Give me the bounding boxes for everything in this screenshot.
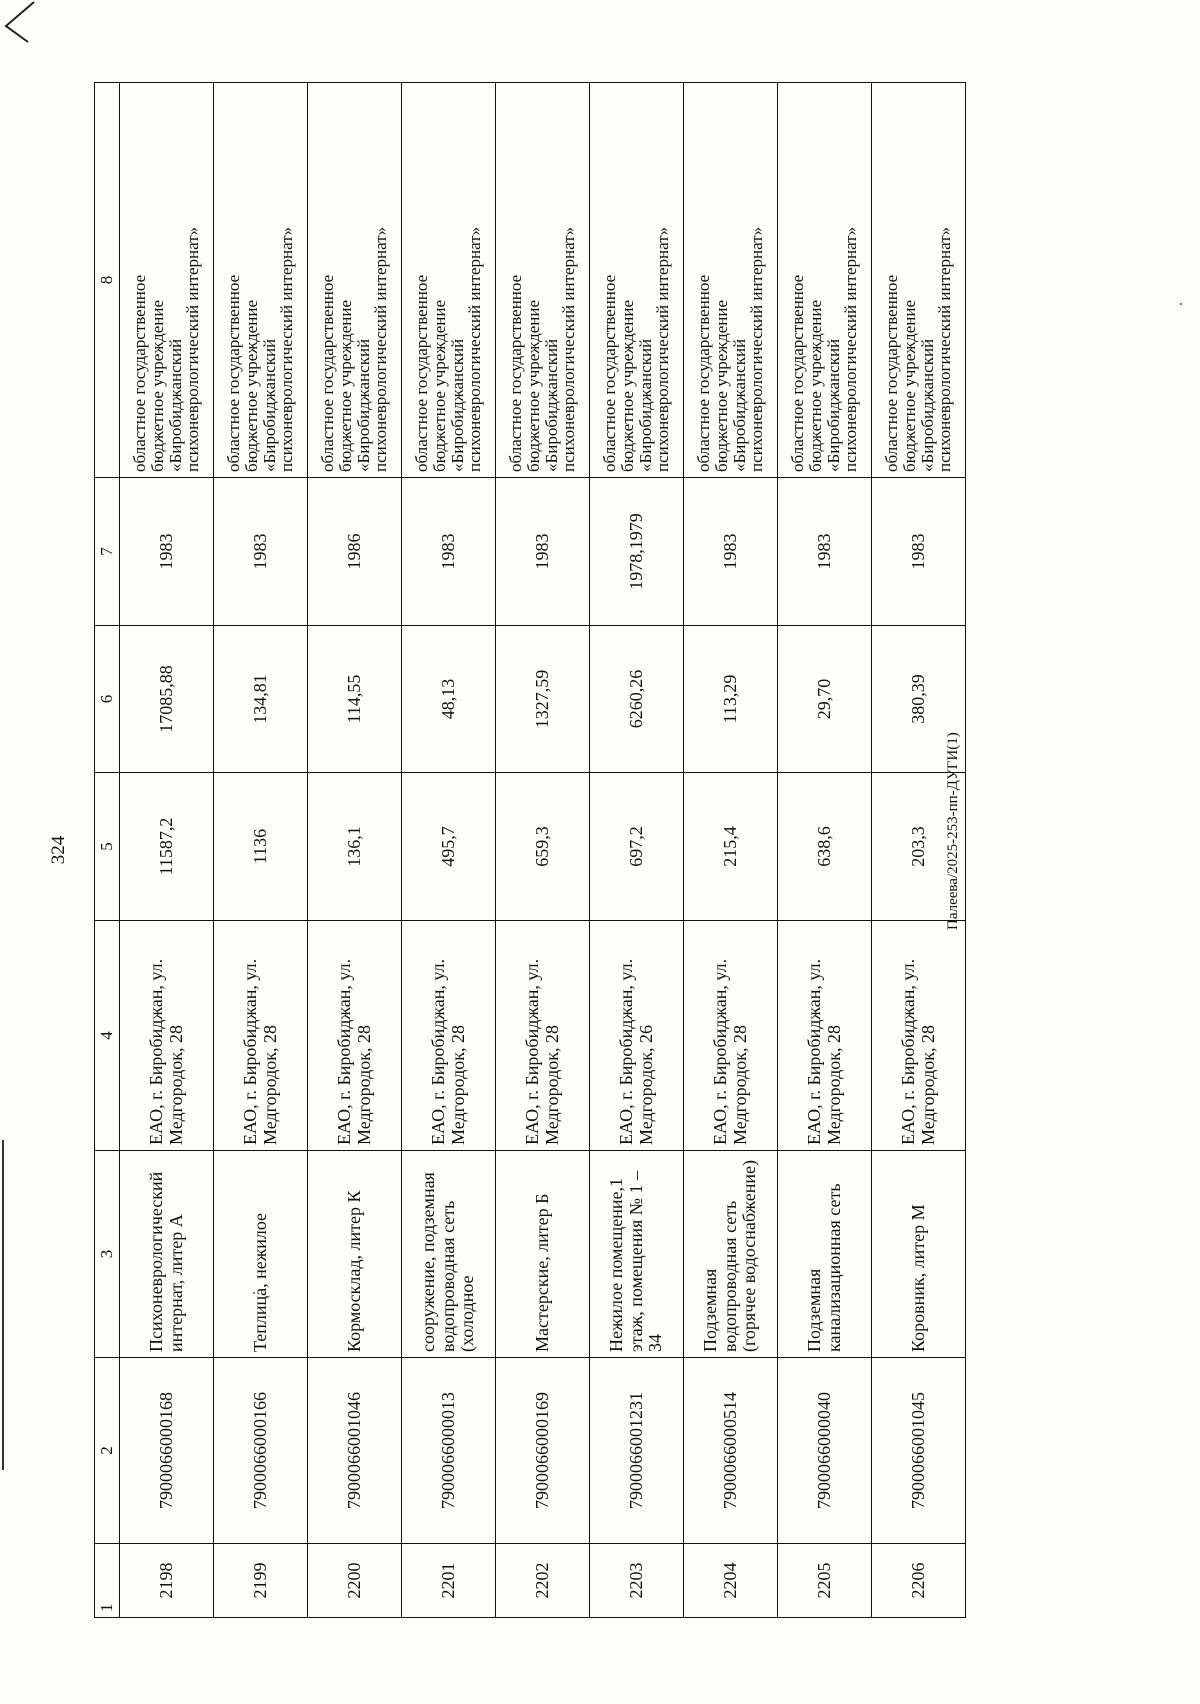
table-row	[778, 83, 872, 1618]
holder-line: бюджетное учреждение	[899, 299, 919, 472]
object-holder	[214, 83, 308, 478]
object-year: 1983	[120, 478, 214, 626]
object-year: 1983	[684, 478, 778, 626]
object-address: ЕАО, г. Биробиджан, ул. Медгородок, 28	[684, 921, 778, 1151]
object-area: 638,6	[778, 773, 872, 921]
object-name: Подземная канализационная сеть	[778, 1151, 872, 1358]
object-area: 203,3	[872, 773, 966, 921]
row-number: 2198	[120, 1544, 214, 1618]
scan-edge-line	[2, 1140, 4, 1470]
object-area: 659,3	[496, 773, 590, 921]
registry-body	[120, 83, 966, 1618]
object-holder	[496, 83, 590, 478]
table-row	[402, 83, 496, 1618]
object-holder	[778, 83, 872, 478]
cadastral-code: 7900066000169	[496, 1358, 590, 1544]
document-code: Палеева/2025-253-пп-ДУГИ(1)	[945, 732, 961, 930]
object-value: 29,70	[778, 626, 872, 773]
row-number: 2203	[590, 1544, 684, 1618]
object-holder	[120, 83, 214, 478]
header-col-2: 2	[95, 1358, 120, 1544]
object-holder	[402, 83, 496, 478]
object-value: 134,81	[214, 626, 308, 773]
registry-table	[94, 82, 966, 1618]
object-holder	[684, 83, 778, 478]
object-address: ЕАО, г. Биробиджан, ул. Медгородок, 28	[402, 921, 496, 1151]
object-address: ЕАО, г. Биробиджан, ул. Медгородок, 28	[120, 921, 214, 1151]
object-name: Мастерские, литер Б	[496, 1151, 590, 1358]
holder-line: бюджетное учреждение	[241, 299, 261, 472]
table-row	[496, 83, 590, 1618]
holder-line: «Биробиджанский	[823, 338, 843, 472]
header-col-7: 7	[95, 478, 120, 626]
holder-line: бюджетное учреждение	[147, 299, 167, 472]
cadastral-code: 7900066000514	[684, 1358, 778, 1544]
holder-line: «Биробиджанский	[917, 338, 937, 472]
object-year: 1978,1979	[590, 478, 684, 626]
row-number: 2205	[778, 1544, 872, 1618]
object-address: ЕАО, г. Биробиджан, ул. Медгородок, 28	[214, 921, 308, 1151]
header-col-1: 1	[95, 1544, 120, 1618]
row-number: 2200	[308, 1544, 402, 1618]
cadastral-code: 7900066000013	[402, 1358, 496, 1544]
object-year: 1986	[308, 478, 402, 626]
object-address: ЕАО, г. Биробиджан, ул. Медгородок, 28	[496, 921, 590, 1151]
object-area: 495,7	[402, 773, 496, 921]
holder-line: бюджетное учреждение	[335, 299, 355, 472]
object-value: 17085,88	[120, 626, 214, 773]
object-holder	[872, 83, 966, 478]
table-row	[214, 83, 308, 1618]
object-area: 136,1	[308, 773, 402, 921]
holder-line: областное государственное	[693, 274, 713, 472]
holder-line: психоневрологический интернат»	[371, 226, 391, 472]
object-value: 48,13	[402, 626, 496, 773]
cadastral-code: 7900066001046	[308, 1358, 402, 1544]
page-number: 324	[48, 835, 69, 865]
holder-line: психоневрологический интернат»	[559, 226, 579, 472]
object-address: ЕАО, г. Биробиджан, ул. Медгородок, 28	[778, 921, 872, 1151]
object-year: 1983	[872, 478, 966, 626]
holder-line: «Биробиджанский	[635, 338, 655, 472]
holder-line: «Биробиджанский	[165, 338, 185, 472]
scan-corner-mark	[0, 0, 40, 45]
table-row	[590, 83, 684, 1618]
holder-line: областное государственное	[505, 274, 525, 472]
object-name: Психоневрологический интернат, литер А	[120, 1151, 214, 1358]
row-number: 2204	[684, 1544, 778, 1618]
holder-line: бюджетное учреждение	[429, 299, 449, 472]
object-address: ЕАО, г. Биробиджан, ул. Медгородок, 26	[590, 921, 684, 1151]
holder-line: областное государственное	[881, 274, 901, 472]
holder-line: бюджетное учреждение	[523, 299, 543, 472]
object-area: 11587,2	[120, 773, 214, 921]
header-col-3: 3	[95, 1151, 120, 1358]
object-name: Подземная водопроводная сеть (горячее водоснабжение)	[684, 1151, 778, 1358]
object-name: сооружение, подземная водопроводная сеть (холодное	[402, 1151, 496, 1358]
object-value: 6260,26	[590, 626, 684, 773]
row-number: 2199	[214, 1544, 308, 1618]
table-row	[684, 83, 778, 1618]
registry-table-container	[94, 83, 963, 1618]
object-value: 113,29	[684, 626, 778, 773]
header-row	[95, 83, 120, 1618]
holder-line: бюджетное учреждение	[711, 299, 731, 472]
object-value: 380,39	[872, 626, 966, 773]
holder-line: психоневрологический интернат»	[465, 226, 485, 472]
object-area: 697,2	[590, 773, 684, 921]
object-address: ЕАО, г. Биробиджан, ул. Медгородок, 28	[872, 921, 966, 1151]
row-number: 2201	[402, 1544, 496, 1618]
table-row	[120, 83, 214, 1618]
row-number: 2202	[496, 1544, 590, 1618]
object-name: Теплица, нежилое	[214, 1151, 308, 1358]
header-col-5: 5	[95, 773, 120, 921]
holder-line: «Биробиджанский	[729, 338, 749, 472]
cadastral-code: 7900066000166	[214, 1358, 308, 1544]
object-address: ЕАО, г. Биробиджан, ул. Медгородок, 28	[308, 921, 402, 1151]
holder-line: «Биробиджанский	[541, 338, 561, 472]
holder-line: «Биробиджанский	[259, 338, 279, 472]
holder-line: «Биробиджанский	[447, 338, 467, 472]
cadastral-code: 7900066001045	[872, 1358, 966, 1544]
holder-line: бюджетное учреждение	[805, 299, 825, 472]
cadastral-code: 7900066001231	[590, 1358, 684, 1544]
holder-line: психоневрологический интернат»	[841, 226, 861, 472]
holder-line: областное государственное	[411, 274, 431, 472]
object-name: Коровник, литер М	[872, 1151, 966, 1358]
row-number: 2206	[872, 1544, 966, 1618]
cadastral-code: 7900066000040	[778, 1358, 872, 1544]
header-col-4: 4	[95, 921, 120, 1151]
holder-line: областное государственное	[223, 274, 243, 472]
holder-line: бюджетное учреждение	[617, 299, 637, 472]
scan-dot	[1180, 303, 1182, 305]
object-year: 1983	[496, 478, 590, 626]
object-holder	[590, 83, 684, 478]
object-value: 1327,59	[496, 626, 590, 773]
cadastral-code: 7900066000168	[120, 1358, 214, 1544]
header-col-6: 6	[95, 626, 120, 773]
holder-line: областное государственное	[599, 274, 619, 472]
holder-line: областное государственное	[787, 274, 807, 472]
holder-line: «Биробиджанский	[353, 338, 373, 472]
object-name: Нежилое помещение,1 этаж, помещения № 1 – 34	[590, 1151, 684, 1358]
object-name: Кормосклад, литер К	[308, 1151, 402, 1358]
holder-line: психоневрологический интернат»	[277, 226, 297, 472]
object-year: 1983	[402, 478, 496, 626]
object-year: 1983	[214, 478, 308, 626]
header-col-8: 8	[95, 83, 120, 478]
holder-line: областное государственное	[129, 274, 149, 472]
holder-line: психоневрологический интернат»	[935, 226, 955, 472]
object-year: 1983	[778, 478, 872, 626]
object-holder	[308, 83, 402, 478]
object-area: 1136	[214, 773, 308, 921]
object-value: 114,55	[308, 626, 402, 773]
holder-line: областное государственное	[317, 274, 337, 472]
holder-line: психоневрологический интернат»	[183, 226, 203, 472]
table-row	[308, 83, 402, 1618]
holder-line: психоневрологический интернат»	[653, 226, 673, 472]
object-area: 215,4	[684, 773, 778, 921]
holder-line: психоневрологический интернат»	[747, 226, 767, 472]
